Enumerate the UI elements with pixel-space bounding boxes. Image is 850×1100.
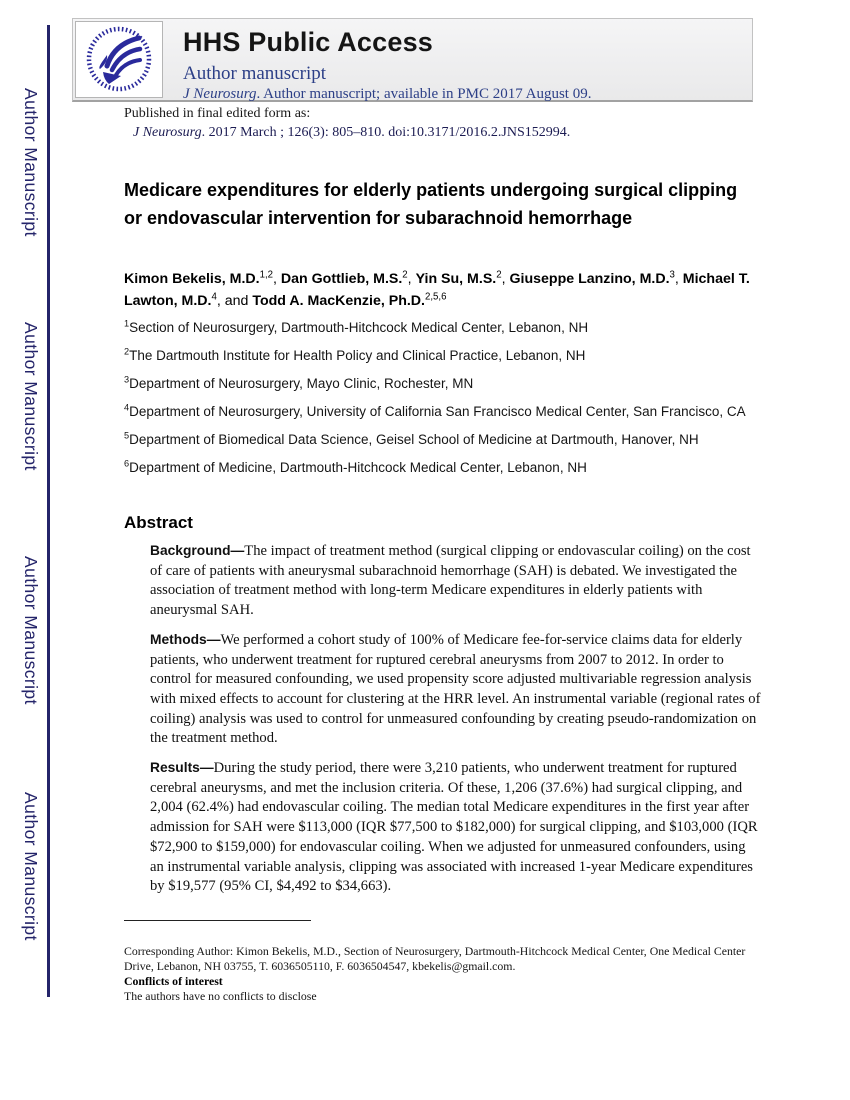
published-citation — [133, 125, 570, 141]
author-name: Kimon Bekelis, M.D. — [124, 271, 260, 287]
sidebar-watermark-3: Author Manuscript — [21, 556, 41, 705]
banner-subtitle: Author manuscript — [183, 63, 327, 84]
published-citation-rest: . 2017 March ; 126(3): 805–810. doi:10.3171/2016.2.JNS152994. — [201, 125, 571, 140]
conflicts-text: The authors have no conflicts to disclose — [124, 989, 317, 1003]
hhs-eagle-icon — [76, 22, 162, 97]
corresponding-author-note: Corresponding Author: Kimon Bekelis, M.D., Section of Neurosurgery, Dartmouth-Hitchcock Medical Center, One Medical Center Drive, Lebanon, NH 03755, T. 6036505110, F. 6036504547, kbekelis@gmail.com. — [124, 944, 746, 973]
banner-citation-rest: . Author manuscript; available in PMC 2017 August 09. — [256, 86, 592, 102]
affiliation-sup: 1 — [124, 318, 130, 329]
affiliation-text: Department of Neurosurgery, University of California San Francisco Medical Center, San Francisco, CA — [129, 404, 746, 419]
affiliation-text: Department of Medicine, Dartmouth-Hitchcock Medical Center, Lebanon, NH — [129, 460, 587, 475]
affiliation-text: The Dartmouth Institute for Health Policy and Clinical Practice, Lebanon, NH — [129, 348, 586, 363]
published-journal: J Neurosurg — [133, 125, 202, 140]
abstract-heading: Abstract — [124, 513, 193, 532]
abstract-body — [150, 541, 762, 906]
hhs-banner — [72, 18, 753, 102]
footnote-divider — [124, 920, 311, 921]
affiliation-item — [124, 430, 746, 449]
affiliation-sup: 4 — [124, 402, 130, 413]
author-affil-sup: 1,2 — [259, 269, 274, 281]
banner-citation-journal: J Neurosurg — [183, 86, 257, 102]
author-affil-sup: 2 — [402, 269, 408, 281]
sidebar-watermark-2: Author Manuscript — [21, 322, 41, 471]
affiliation-sup: 2 — [124, 346, 130, 357]
author-name: Michael T. Lawton, M.D. — [124, 271, 750, 309]
sidebar-watermark-1: Author Manuscript — [21, 88, 41, 237]
author-affil-sup: 2,5,6 — [424, 291, 447, 303]
published-intro: Published in final edited form as: — [124, 106, 311, 121]
affiliation-item — [124, 402, 746, 421]
article-title: Medicare expenditures for elderly patients undergoing surgical clipping or endovascular intervention for subarachnoid hemorrhage — [124, 180, 738, 228]
author-separator: , — [407, 271, 416, 287]
affiliation-list — [124, 318, 746, 486]
conflicts-heading: Conflicts of interest — [124, 974, 223, 988]
affiliation-sup: 6 — [124, 458, 130, 469]
author-affil-sup: 4 — [211, 291, 217, 303]
banner-citation — [183, 86, 591, 103]
abstract-section-methods — [150, 630, 762, 749]
banner-title: HHS Public Access — [183, 27, 433, 57]
affiliation-item — [124, 458, 746, 477]
affiliation-item — [124, 346, 746, 365]
hhs-logo — [75, 21, 163, 98]
affiliation-item — [124, 318, 746, 337]
affiliation-text: Department of Neurosurgery, Mayo Clinic, Rochester, MN — [129, 376, 474, 391]
affiliation-text: Department of Biomedical Data Science, Geisel School of Medicine at Dartmouth, Hanover, NH — [129, 432, 699, 447]
author-separator: , and — [216, 293, 253, 309]
abstract-section-results — [150, 758, 762, 897]
author-name: Giuseppe Lanzino, M.D. — [509, 271, 670, 287]
author-name: Dan Gottlieb, M.S. — [280, 271, 403, 287]
author-name: Todd A. MacKenzie, Ph.D. — [252, 293, 425, 309]
affiliation-item — [124, 374, 746, 393]
section-text: The impact of treatment method (surgical clipping or endovascular coiling) on the cost of care of patients with aneurysmal subarachnoid hemorrhage (SAH) is debated. We investigated the association of treatment method with long-term Medicare expenditures in elderly patients with aneurysmal SAH. — [150, 543, 751, 619]
author-affil-sup: 3 — [669, 269, 675, 281]
author-name: Yin Su, M.S. — [415, 271, 497, 287]
affiliation-text: Section of Neurosurgery, Dartmouth-Hitchcock Medical Center, Lebanon, NH — [129, 320, 589, 335]
published-note — [124, 106, 570, 141]
author-separator: , — [273, 271, 281, 287]
section-label: Background— — [150, 543, 245, 558]
affiliation-sup: 5 — [124, 430, 130, 441]
section-label: Results— — [150, 760, 214, 776]
affiliation-sup: 3 — [124, 374, 130, 385]
sidebar-watermark-4: Author Manuscript — [21, 792, 41, 941]
author-list — [124, 268, 769, 312]
section-text: We performed a cohort study of 100% of Medicare fee-for-service claims data for elderly patients, who underwent treatment for ruptured cerebral aneurysms from 2007 to 2012. In order to control for measured confounding, we used propensity score adjusted multivariable regression analysis with mixed effects to account for clustering at the HRR level. An instrumental variable (regional rates of coiling) analysis was used to control for unmeasured confounding by creating pseudo-randomization on the treatment method. — [150, 631, 761, 747]
author-affil-sup: 2 — [496, 269, 502, 281]
section-label: Methods— — [150, 631, 221, 647]
author-separator: , — [501, 271, 510, 287]
author-separator: , — [674, 271, 683, 287]
section-text: During the study period, there were 3,210 patients, who underwent treatment for ruptured cerebral aneurysms, and met the inclusion criteria. Of these, 1,206 (37.6%) had surgical clipping, and 2,004 (62.4%) had endovascular coiling. The median total Medicare expenditures in the first year after admission for SAH were $113,000 (IQR $77,500 to $182,000) for surgical clipping, and $103,000 (IQR $72,900 to $159,000) for endovascular coiling. When we adjusted for unmeasured confounders, using an instrumental variable analysis, clipping was associated with increased 1-year Medicare expenditures by $19,577 (95% CI, $4,492 to $34,663). — [150, 760, 758, 895]
sidebar-rule — [47, 25, 50, 997]
abstract-section-background — [150, 541, 762, 621]
